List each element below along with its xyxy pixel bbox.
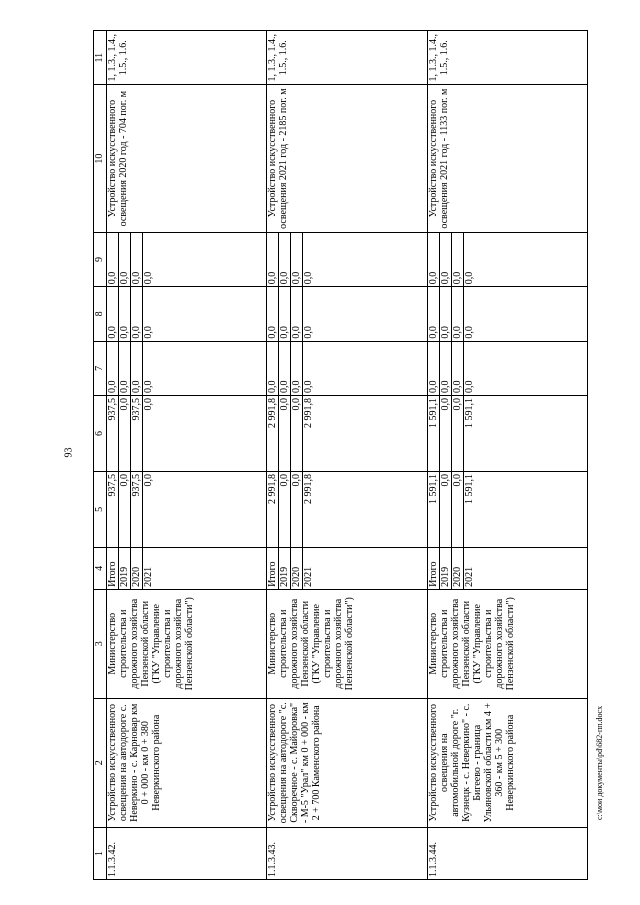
value-cell: 0,0 <box>131 342 143 395</box>
value-cell: 937,5 <box>131 472 143 547</box>
header-col-7: 7 <box>94 341 107 395</box>
value-cell: 2 991,8 <box>267 396 279 471</box>
value-cell: 0,0 <box>267 342 279 395</box>
value-cell: 0,0 <box>291 233 303 286</box>
value-cell: 0,0 <box>303 380 315 394</box>
table-row <box>267 31 427 880</box>
value-cell: 0,0 <box>143 473 154 487</box>
value-cell: 0,0 <box>440 287 452 340</box>
row-col5 <box>107 471 267 547</box>
row-executor: Министерство строительства и дорожного хозяйства Пензенской области (ГКУ "Управление строительства и дорожного хозяйства Пензенской области") <box>267 589 427 698</box>
year-cell: 2019 <box>279 548 291 589</box>
value-cell: 0,0 <box>463 380 475 394</box>
value-cell: 0,0 <box>143 398 154 411</box>
row-result: Устройство искусственного освещения 2021 год - 1133 пог. м <box>427 85 587 232</box>
row-col8 <box>107 287 267 341</box>
row-col6 <box>107 396 267 472</box>
footer-file-path: c:\мои документы\pd\682-пп.docx <box>595 705 604 820</box>
year-cell: 2019 <box>119 548 131 589</box>
row-col5 <box>427 471 587 547</box>
year-cell: 2021 <box>303 566 315 587</box>
value-cell: 2 991,8 <box>303 398 315 429</box>
value-cell: 1 591,1 <box>463 473 475 504</box>
value-cell: 0,0 <box>303 326 315 339</box>
value-cell: 0,0 <box>428 287 440 340</box>
value-cell: 0,0 <box>452 287 464 340</box>
value-cell: 0,0 <box>279 472 291 547</box>
header-col-10: 10 <box>94 85 107 232</box>
row-links: 1, 1.3., 1.4., 1.5., 1.6. <box>427 31 587 85</box>
row-executor: Министерство строительства и дорожного хозяйства Пензенской области (ГКУ "Управление строительства и дорожного хозяйства Пензенской области") <box>427 589 587 698</box>
row-years <box>267 547 427 589</box>
rotated-table-container <box>93 30 588 880</box>
row-col9 <box>107 232 267 286</box>
value-cell: 0,0 <box>291 342 303 395</box>
row-event: Устройство искусственного освещения на автодороге "с. Скворечное - с. Майоровка" - М-5 "Урал" км 0 + 000 - км 2 + 700 Каменского района <box>267 698 427 827</box>
value-cell: 0,0 <box>452 472 464 547</box>
value-cell: 937,5 <box>107 396 119 471</box>
value-cell: 0,0 <box>303 271 315 285</box>
value-cell: 937,5 <box>107 472 119 547</box>
year-cell: 2019 <box>440 548 452 589</box>
value-cell: 0,0 <box>279 233 291 286</box>
value-cell: 2 991,8 <box>267 472 279 547</box>
value-cell: 0,0 <box>267 233 279 286</box>
year-cell: 2020 <box>452 548 464 589</box>
row-event: Устройство искусственного освещения на автодороге с. Неверкино - с. Карновар км 0 + 000 - км 0 + 380 Неверкинского района <box>107 698 267 827</box>
value-cell: 0,0 <box>440 233 452 286</box>
row-col9 <box>427 232 587 286</box>
value-cell: 1 591,1 <box>463 398 475 429</box>
value-cell: 0,0 <box>452 233 464 286</box>
value-cell: 0,0 <box>428 342 440 395</box>
value-cell: 0,0 <box>131 233 143 286</box>
row-col7 <box>267 341 427 395</box>
header-col-2: 2 <box>94 698 107 827</box>
row-col8 <box>267 287 427 341</box>
row-col6 <box>427 396 587 472</box>
value-cell: 0,0 <box>440 472 452 547</box>
row-years <box>107 547 267 589</box>
program-table <box>93 30 588 880</box>
row-result: Устройство искусственного освещения 2021 год - 2185 пог. м <box>267 85 427 232</box>
header-col-1: 1 <box>94 827 107 879</box>
value-cell: 1 591,1 <box>428 396 440 471</box>
row-executor: Министерство строительства и дорожного хозяйства Пензенской области (ГКУ "Управление строительства и дорожного хозяйства Пензенской области") <box>107 589 267 698</box>
row-col7 <box>107 341 267 395</box>
year-cell: Итого <box>107 548 119 589</box>
header-col-6: 6 <box>94 396 107 472</box>
value-cell: 0,0 <box>119 233 131 286</box>
row-col7 <box>427 341 587 395</box>
header-col-11: 11 <box>94 31 107 85</box>
row-col6 <box>267 396 427 472</box>
value-cell: 0,0 <box>119 396 131 471</box>
year-cell: 2020 <box>131 548 143 589</box>
year-cell: 2021 <box>143 566 154 587</box>
table-row <box>107 31 267 880</box>
value-cell: 0,0 <box>291 396 303 471</box>
value-cell: 0,0 <box>267 287 279 340</box>
row-result: Устройство искусственного освещения 2020 год - 704 пог. м <box>107 85 267 232</box>
value-cell: 0,0 <box>291 472 303 547</box>
value-cell: 1 591,1 <box>428 472 440 547</box>
value-cell: 0,0 <box>463 271 475 285</box>
header-col-3: 3 <box>94 589 107 698</box>
value-cell: 0,0 <box>119 472 131 547</box>
value-cell: 0,0 <box>119 287 131 340</box>
value-cell: 0,0 <box>428 233 440 286</box>
header-row <box>94 31 107 880</box>
value-cell: 0,0 <box>107 287 119 340</box>
header-col-4: 4 <box>94 547 107 589</box>
row-years <box>427 547 587 589</box>
value-cell: 937,5 <box>131 396 143 471</box>
value-cell: 0,0 <box>143 380 154 394</box>
value-cell: 0,0 <box>143 271 154 285</box>
year-cell: 2021 <box>463 566 475 587</box>
value-cell: 2 991,8 <box>303 473 315 504</box>
row-col5 <box>267 471 427 547</box>
value-cell: 0,0 <box>291 287 303 340</box>
value-cell: 0,0 <box>440 396 452 471</box>
value-cell: 0,0 <box>131 287 143 340</box>
value-cell: 0,0 <box>279 342 291 395</box>
table-row <box>427 31 587 880</box>
year-cell: Итого <box>428 548 440 589</box>
year-cell: Итого <box>267 548 279 589</box>
header-col-5: 5 <box>94 471 107 547</box>
value-cell: 0,0 <box>452 342 464 395</box>
value-cell: 0,0 <box>119 342 131 395</box>
row-links: 1, 1.3., 1.4., 1.5., 1.6. <box>107 31 267 85</box>
value-cell: 0,0 <box>452 396 464 471</box>
value-cell: 0,0 <box>440 342 452 395</box>
value-cell: 0,0 <box>463 326 475 339</box>
row-event: Устройство искусственного освещения на автомобильной дороге "г. Кузнецк - с. Неверкино" - с. Бигеево - граница Ульяновской области км 4 + 360 - км 5 + 300 Неверкинского района <box>427 698 587 827</box>
value-cell: 0,0 <box>143 326 154 339</box>
row-code: 1.1.3.43. <box>267 827 427 879</box>
row-code: 1.1.3.44. <box>427 827 587 879</box>
row-col8 <box>427 287 587 341</box>
year-cell: 2020 <box>291 548 303 589</box>
row-links: 1, 1.3., 1.4., 1.5., 1.6. <box>267 31 427 85</box>
header-col-8: 8 <box>94 287 107 341</box>
value-cell: 0,0 <box>107 342 119 395</box>
page-number: 93 <box>63 447 75 458</box>
value-cell: 0,0 <box>107 233 119 286</box>
header-col-9: 9 <box>94 232 107 286</box>
value-cell: 0,0 <box>279 287 291 340</box>
row-code: 1.1.3.42. <box>107 827 267 879</box>
row-col9 <box>267 232 427 286</box>
value-cell: 0,0 <box>279 396 291 471</box>
